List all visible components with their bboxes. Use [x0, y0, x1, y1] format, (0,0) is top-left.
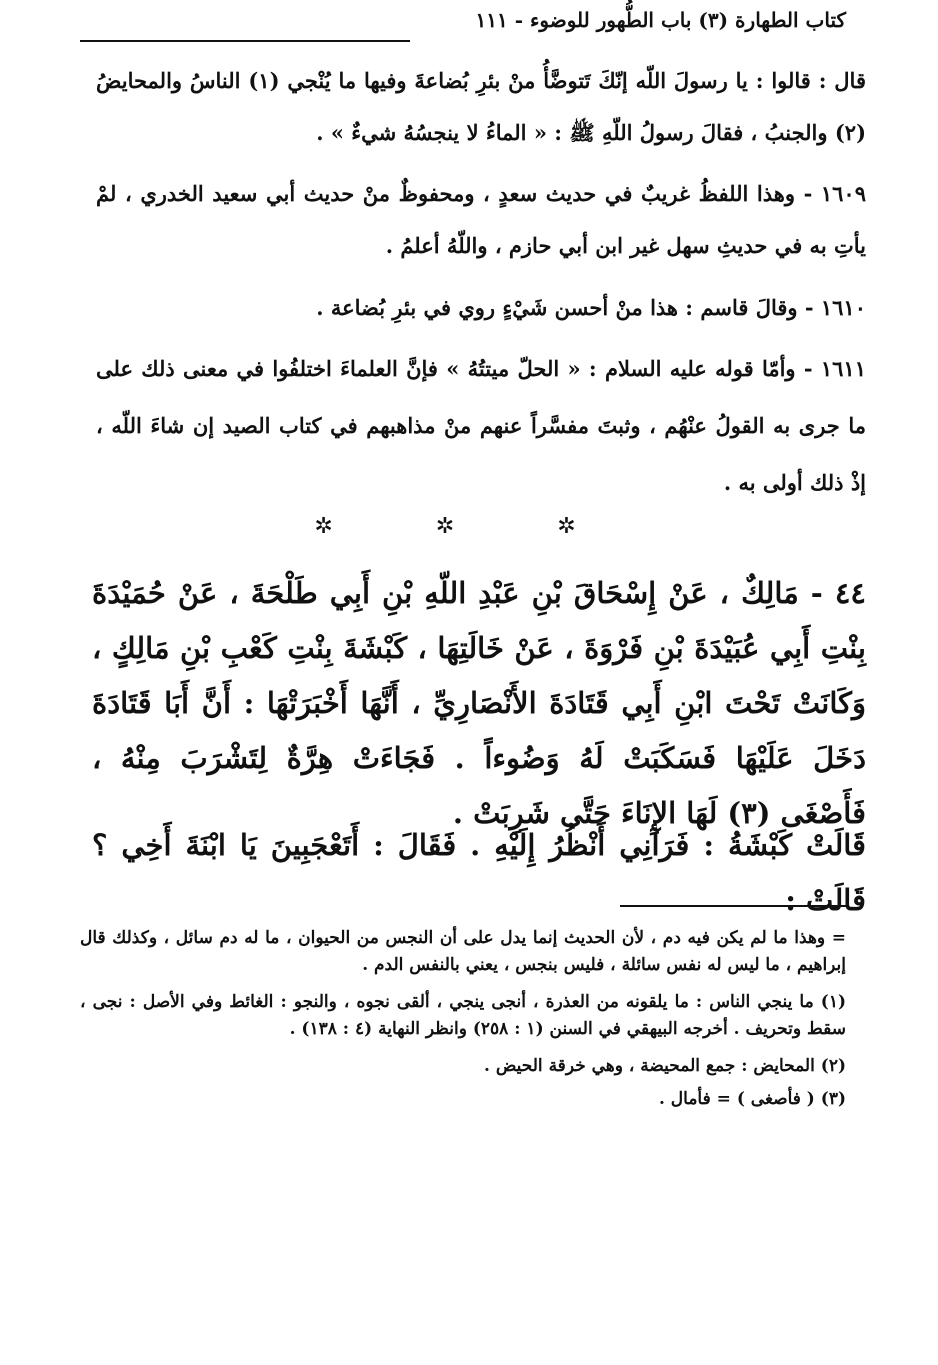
commentary-paragraph: قال : قالوا : يا رسولَ اللّه إنّكَ تَتوضَّأُ منْ بئرِ بُضاعةَ وفيها ما يُنْجي (١) الناسُ والمحايضُ (٢) والجنبُ ، فقالَ رسولُ اللّهِ ﷺ : « الماءُ لا ينجسُهُ شيءٌ » . [96, 68, 866, 145]
footnote-rule [620, 905, 848, 907]
commentary-paragraph: ١٦١١ - وأمّا قوله عليه السلام : « الحلّ ميتتُهُ » فإنَّ العلماءَ اختلفُوا في معنى ذلك على ما جرى به القولُ عنْهُم ، وثبتَ مفسَّراً عنهم منْ مذاهبهم في كتاب الصيد إن شاءَ اللّه ، إذْ ذلك أولى به . [96, 356, 866, 495]
footnote: (٣) ( فأصغى ) = فأمال . [658, 1089, 846, 1109]
footnote: (١) ما ينجي الناس : ما يلقونه من العذرة ، أنجى ينجي ، ألقى نجوه ، والنجو : الغائط وفي الأصل : نجى ، سقط وتحريف . أخرجه البيهقي في السنن (١ : ٢٥٨) وانظر النهاية (٤ : ١٣٨) . [80, 992, 846, 1039]
running-title: كتاب الطهارة (٣) باب الطُّهور للوضوء - ١١١ [475, 8, 846, 32]
hadith-text: ٤٤ - مَالِكٌ ، عَنْ إِسْحَاقَ بْنِ عَبْدِ اللّهِ بْنِ أَبِي طَلْحَةَ ، عَنْ حُمَيْدَةَ بِنْتِ أَبِي عُبَيْدَةَ بْنِ فَرْوَةَ ، عَنْ خَالَتِهَا ، كَبْشَةَ بِنْتِ كَعْبِ بْنِ مَالِكٍ ، وَكَانَتْ تَحْتَ ابْنِ أَبِي قَتَادَةَ الأَنْصَارِيِّ ، أَنَّهَا أَخْبَرَتْهَا : أَنَّ أَبَا قَتَادَةَ دَخَلَ عَلَيْهَا فَسَكَبَتْ لَهُ وَضُوءاً . فَجَاءَتْ هِرَّةٌ لِتَشْرَبَ مِنْهُ ، فَأَصْغَى (٣) لَهَا الإِنَاءَ حَتَّى شَرِبَتْ . [92, 576, 866, 830]
hadith-text: قَالَتْ كَبْشَةُ : فَرَآنِي أَنْظُرُ إِلَيْهِ . فَقَالَ : أَتَعْجَبِينَ يَا ابْنَةَ أَخِي ؟ قَالَتْ : [92, 828, 866, 917]
footnotes [80, 925, 846, 1119]
footnote: (٢) المحايض : جمع المحيضة ، وهي خرقة الحيض . [483, 1056, 846, 1076]
commentary-paragraph: ١٦٠٩ - وهذا اللفظُ غريبٌ في حديث سعدٍ ، ومحفوظٌ منْ حديث أبي سعيد الخدري ، لمْ يأتِ به في حديثِ سهل غير ابن أبي حازم ، واللّهُ أعلمُ . [96, 181, 866, 258]
footnote: = وهذا ما لم يكن فيه دم ، لأن الحديث إنما يدل على أن النجس من الحيوان ، ما له دم سائل ، وكذلك قال إبراهيم ، ما ليس له نفس سائلة ، فليس بنجس ، يعني بالنفس الدم . [80, 928, 846, 975]
section-separator: ✲ ✲ ✲ [314, 514, 624, 539]
header-rule [80, 40, 410, 42]
commentary-paragraph: ١٦١٠ - وقالَ قاسم : هذا منْ أحسن شَيْءٍ روي في بئرِ بُضاعة . [316, 295, 866, 320]
page-header [80, 6, 846, 36]
